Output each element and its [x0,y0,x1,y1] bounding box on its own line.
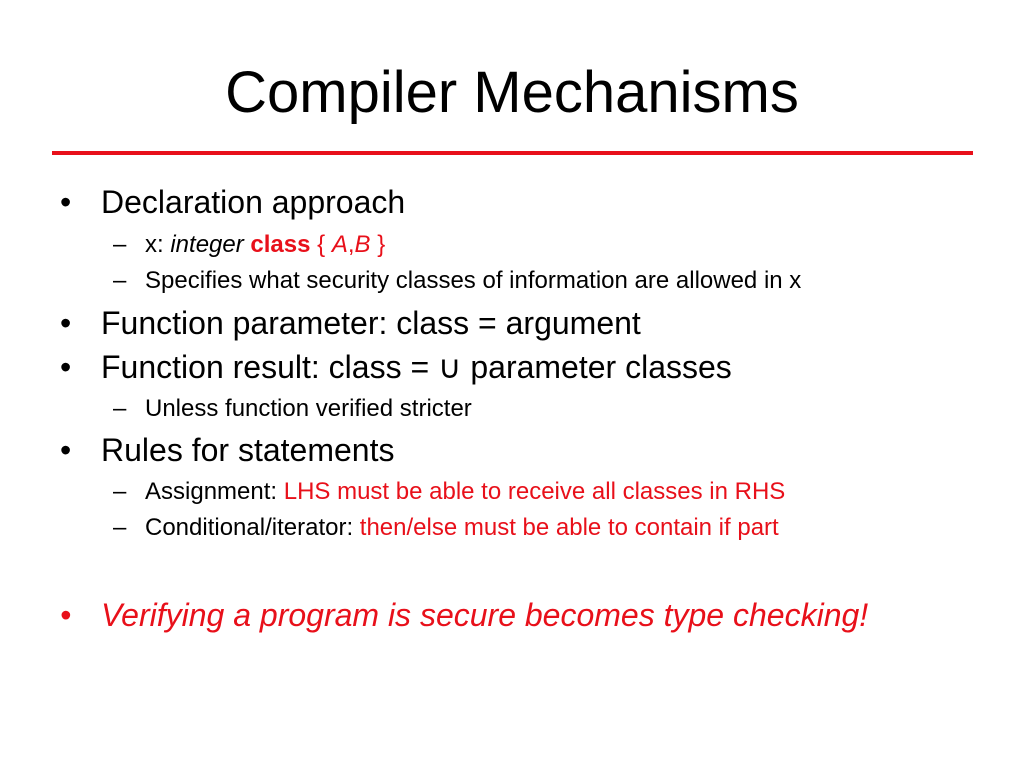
syntax-prefix: x: [145,231,171,258]
syntax-set-a: A [331,231,348,258]
bullet-text: Declaration approach [101,184,406,220]
dash-glyph: – [113,514,127,541]
bullet-glyph: • [60,305,72,341]
bullet-glyph: • [60,597,72,633]
syntax-brace-open: { [317,231,326,258]
syntax-set-b: B [354,231,371,258]
dash-glyph: – [113,267,127,294]
bullet-glyph: • [60,432,72,468]
rule-detail: LHS must be able to receive all classes in RHS [283,478,786,505]
bullet-text: Verifying a program is secure becomes type checking! [101,597,869,633]
bullet-text: Function result: class = ∪ parameter classes [101,349,732,385]
dash-glyph: – [113,478,127,505]
bullet-text: Function parameter: class = argument [101,305,641,341]
sub-bullet-text [145,478,785,506]
slide-title: Compiler Mechanisms [225,60,799,125]
rule-label: Conditional/iterator: [145,514,360,541]
rule-detail: then/else must be able to contain if part [359,514,779,541]
sub-bullet-text [145,231,385,259]
sub-bullet-text [145,514,779,542]
bullet-glyph: • [60,349,72,385]
syntax-brace-close: } [377,231,386,258]
bullet-text: Rules for statements [101,432,395,468]
syntax-comma: , [347,231,355,258]
syntax-keyword: class [250,231,311,258]
bullet-glyph: • [60,184,72,220]
rule-label: Assignment: [145,478,284,505]
title-underline [52,151,973,155]
sub-bullet-text: Specifies what security classes of information are allowed in x [145,267,802,294]
syntax-type: integer [170,231,244,258]
dash-glyph: – [113,395,127,422]
dash-glyph: – [113,231,127,258]
sub-bullet-text: Unless function verified stricter [145,395,472,422]
